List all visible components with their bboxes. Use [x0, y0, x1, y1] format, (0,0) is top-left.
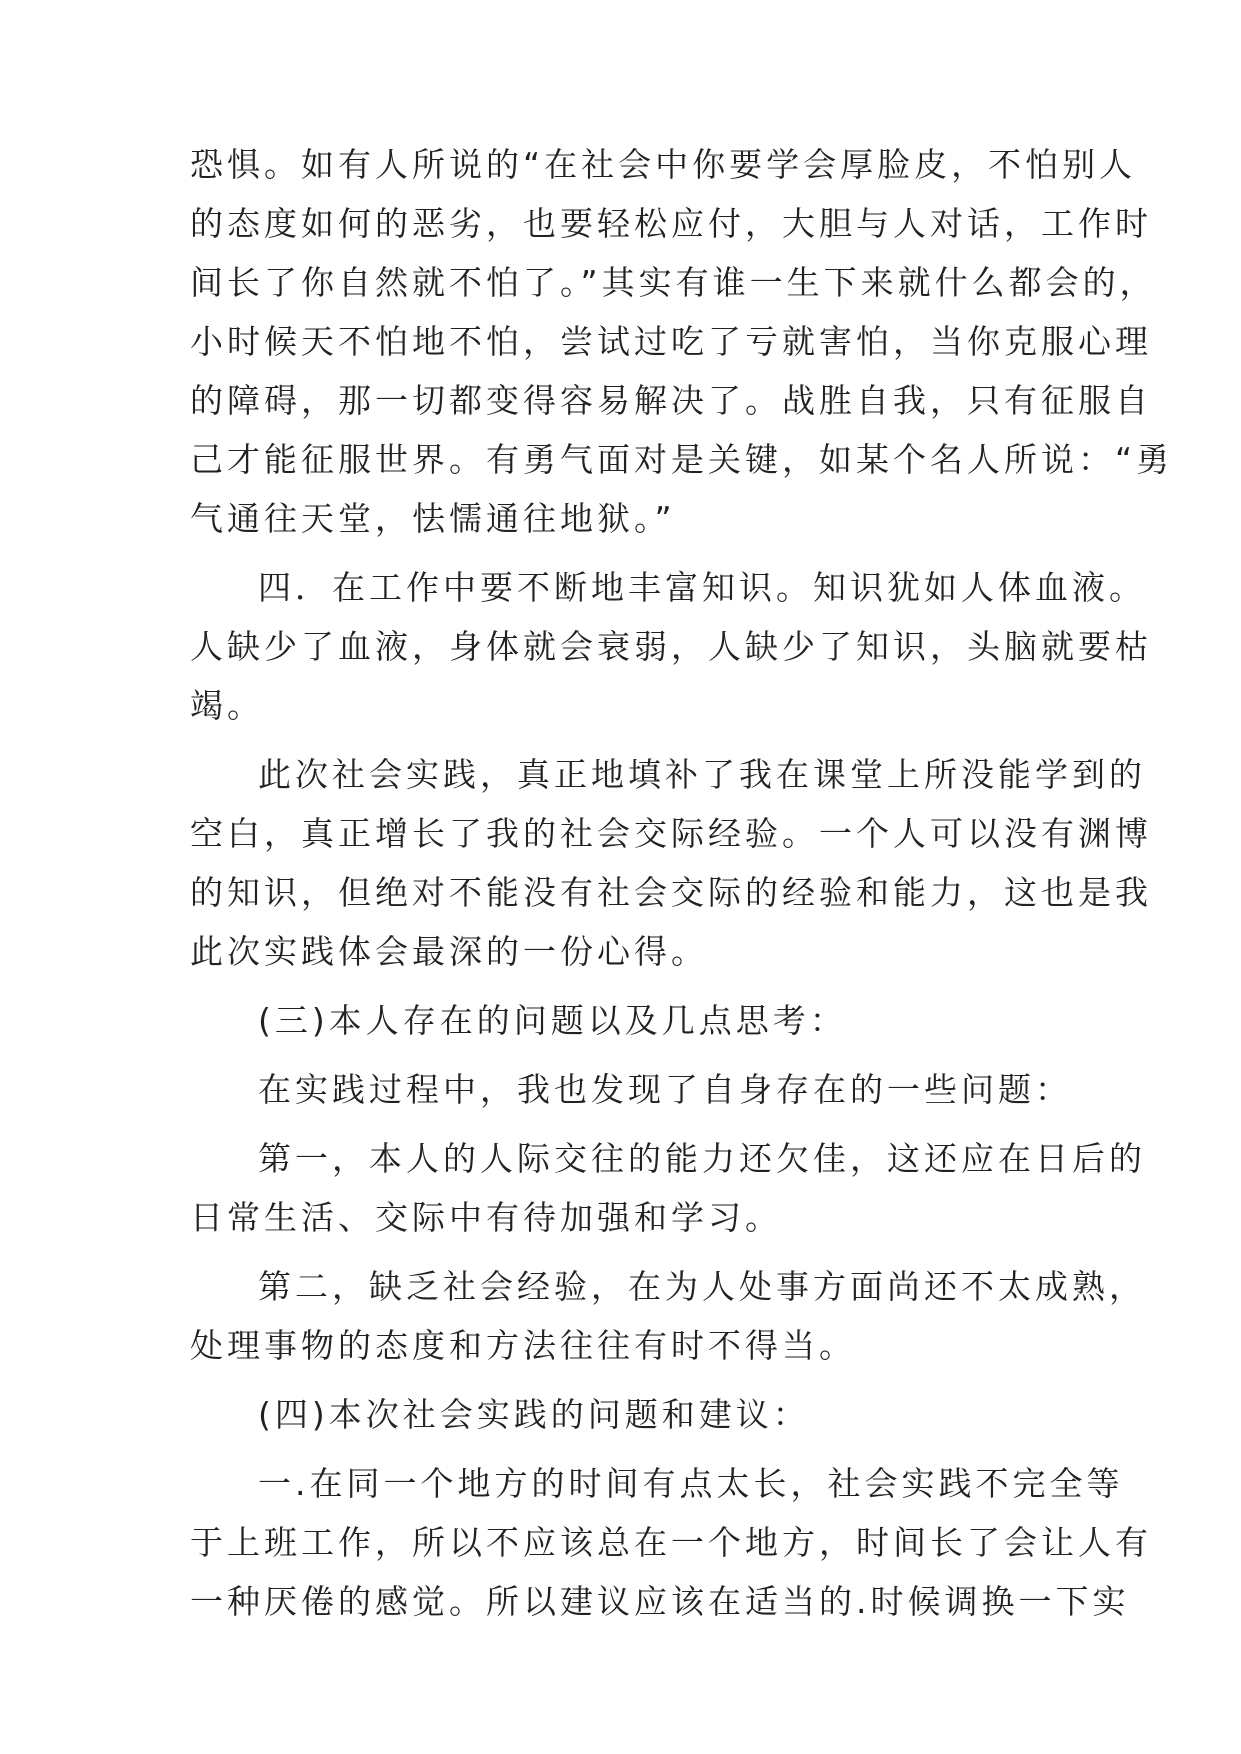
text-line: 第一，本人的人际交往的能力还欠佳，这还应在日后的: [258, 1139, 1146, 1178]
text-line: 竭。: [190, 686, 264, 725]
text-line: 于上班工作，所以不应该总在一个地方，时间长了会让人有: [190, 1523, 1152, 1562]
text-line: 日常生活、交际中有待加强和学习。: [190, 1198, 782, 1237]
text-line: 空白，真正增长了我的社会交际经验。一个人可以没有渊博: [190, 814, 1152, 853]
text-line: 间长了你自然就不怕了。”其实有谁一生下来就什么都会的，: [190, 263, 1157, 302]
text-line: 的态度如何的恶劣，也要轻松应付，大胆与人对话，工作时: [190, 204, 1152, 243]
text-line: 第二，缺乏社会经验，在为人处事方面尚还不太成熟，: [258, 1267, 1146, 1306]
text-line: 一种厌倦的感觉。所以建议应该在适当的.时候调换一下实: [190, 1582, 1130, 1621]
text-line: 小时候天不怕地不怕，尝试过吃了亏就害怕，当你克服心理: [190, 322, 1152, 361]
text-line: 人缺少了血液，身体就会衰弱，人缺少了知识，头脑就要枯: [190, 627, 1152, 666]
text-line: 此次社会实践，真正地填补了我在课堂上所没能学到的: [258, 755, 1146, 794]
text-line: 气通往天堂，怯懦通往地狱。”: [190, 499, 676, 538]
text-line: 恐惧。如有人所说的“在社会中你要学会厚脸皮，不怕别人: [190, 145, 1137, 184]
text-line: 己才能征服世界。有勇气面对是关键，如某个名人所说：“勇: [190, 440, 1174, 479]
section-heading: (四)本次社会实践的问题和建议：: [258, 1395, 810, 1434]
section-heading: (三)本人存在的问题以及几点思考：: [258, 1001, 847, 1040]
text-line: 的知识，但绝对不能没有社会交际的经验和能力，这也是我: [190, 873, 1152, 912]
text-line: 在实践过程中，我也发现了自身存在的一些问题：: [258, 1070, 1072, 1109]
text-line: 处理事物的态度和方法往往有时不得当。: [190, 1326, 856, 1365]
text-line: 一.在同一个地方的时间有点太长，社会实践不完全等: [258, 1464, 1124, 1503]
text-line: 四．在工作中要不断地丰富知识。知识犹如人体血液。: [258, 568, 1146, 607]
text-line: 的障碍，那一切都变得容易解决了。战胜自我，只有征服自: [190, 381, 1152, 420]
text-line: 此次实践体会最深的一份心得。: [190, 932, 708, 971]
